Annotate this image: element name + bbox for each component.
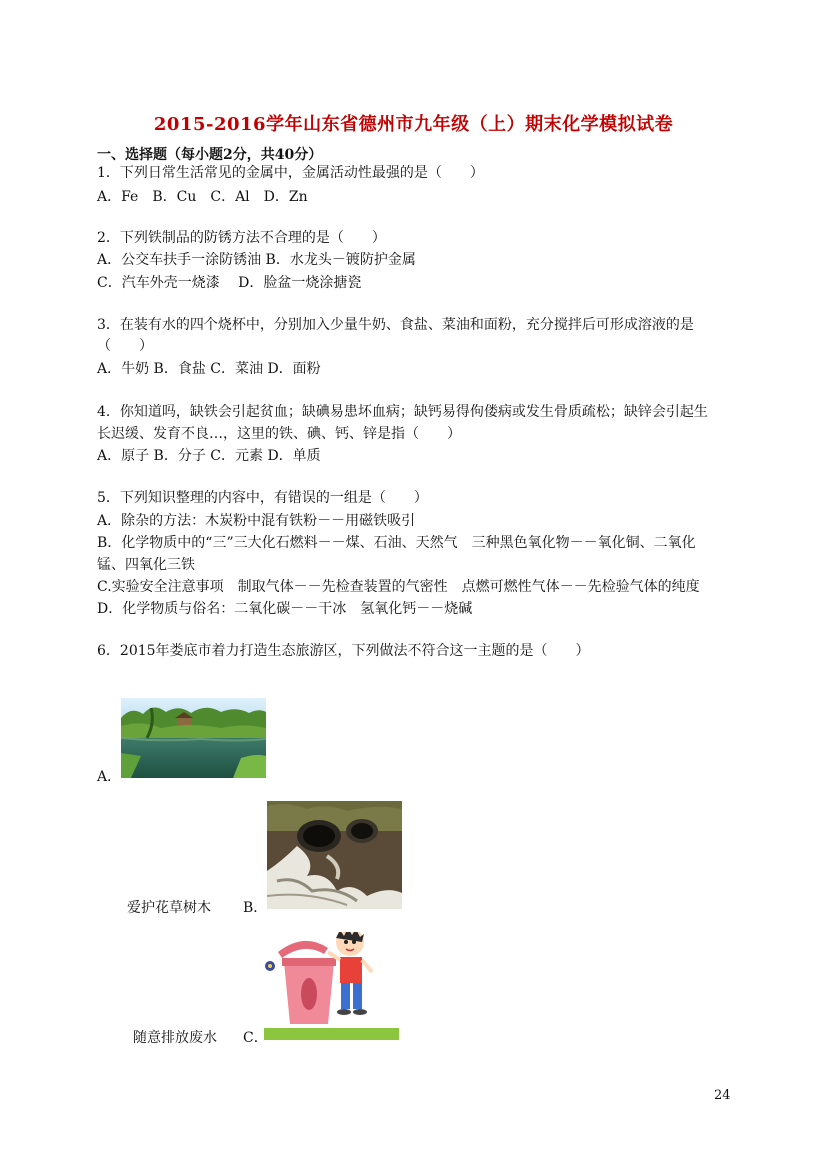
q5-option-d: D．化学物质与俗名：二氧化碳－－干冰 氢氧化钙－－烧碱 — [97, 601, 473, 617]
q6-option-c-label: C． — [243, 1030, 268, 1046]
q1-options: A．Fe B．Cu C．Al D．Zn — [97, 189, 308, 205]
q4-options: A．原子 B．分子 C．元素 D．单质 — [97, 448, 321, 464]
q2-option-2: C．汽车外壳一烧漆 D．脸盆一烧涂搪瓷 — [97, 275, 362, 291]
trash-can-cartoon-image — [264, 932, 399, 1040]
q6-option-a-label: A． — [97, 769, 122, 785]
q2-option-1: A．公交车扶手一涂防锈油 B．水龙头－镀防护金属 — [97, 252, 416, 268]
q6-option-b-label: B． — [243, 900, 268, 916]
q6-option-b-text: 随意排放废水 — [133, 1030, 217, 1046]
lake-landscape-image — [121, 698, 266, 778]
q1-stem: 1．下列日常生活常见的金属中，金属活动性最强的是（ ） — [97, 165, 484, 181]
q3-options: A．牛奶 B．食盐 C．菜油 D．面粉 — [97, 361, 321, 377]
q5-stem: 5．下列知识整理的内容中，有错误的一组是（ ） — [97, 490, 428, 506]
q4-stem-1: 4．你知道吗，缺铁会引起贫血；缺碘易患坏血病；缺钙易得佝偻病或发生骨质疏松；缺锌会引起生 — [97, 404, 708, 420]
waste-water-image — [267, 801, 402, 909]
q3-stem-2: （ ） — [97, 338, 153, 354]
q5-option-b-1: B．化学物质中的“三”三大化石燃料－－煤、石油、天然气 三种黑色氧化物－－氧化铜、二氧化 — [97, 535, 696, 551]
page-title: 2015-2016学年山东省德州市九年级（上）期末化学模拟试卷 — [153, 114, 674, 135]
q5-option-b-2: 锰、四氧化三铁 — [97, 557, 195, 573]
q6-stem: 6．2015年娄底市着力打造生态旅游区，下列做法不符合这一主题的是（ ） — [97, 643, 590, 659]
q3-stem-1: 3．在装有水的四个烧杯中，分别加入少量牛奶、食盐、菜油和面粉，充分搅拌后可形成溶液的是 — [97, 317, 694, 333]
q2-stem: 2．下列铁制品的防锈方法不合理的是（ ） — [97, 230, 386, 246]
q6-option-a-text: 爱护花草树木 — [127, 900, 211, 916]
q4-stem-2: 长迟缓、发育不良…，这里的铁、碘、钙、锌是指（ ） — [97, 426, 461, 442]
page-number: 24 — [714, 1088, 731, 1103]
q5-option-c: C.实验安全注意事项 制取气体－－先检查装置的气密性 点燃可燃性气体－－先检验气体的纯度 — [97, 579, 700, 595]
section-heading: 一、选择题（每小题2分，共40分） — [97, 147, 323, 163]
q5-option-a: A．除杂的方法：木炭粉中混有铁粉－－用磁铁吸引 — [97, 513, 416, 529]
